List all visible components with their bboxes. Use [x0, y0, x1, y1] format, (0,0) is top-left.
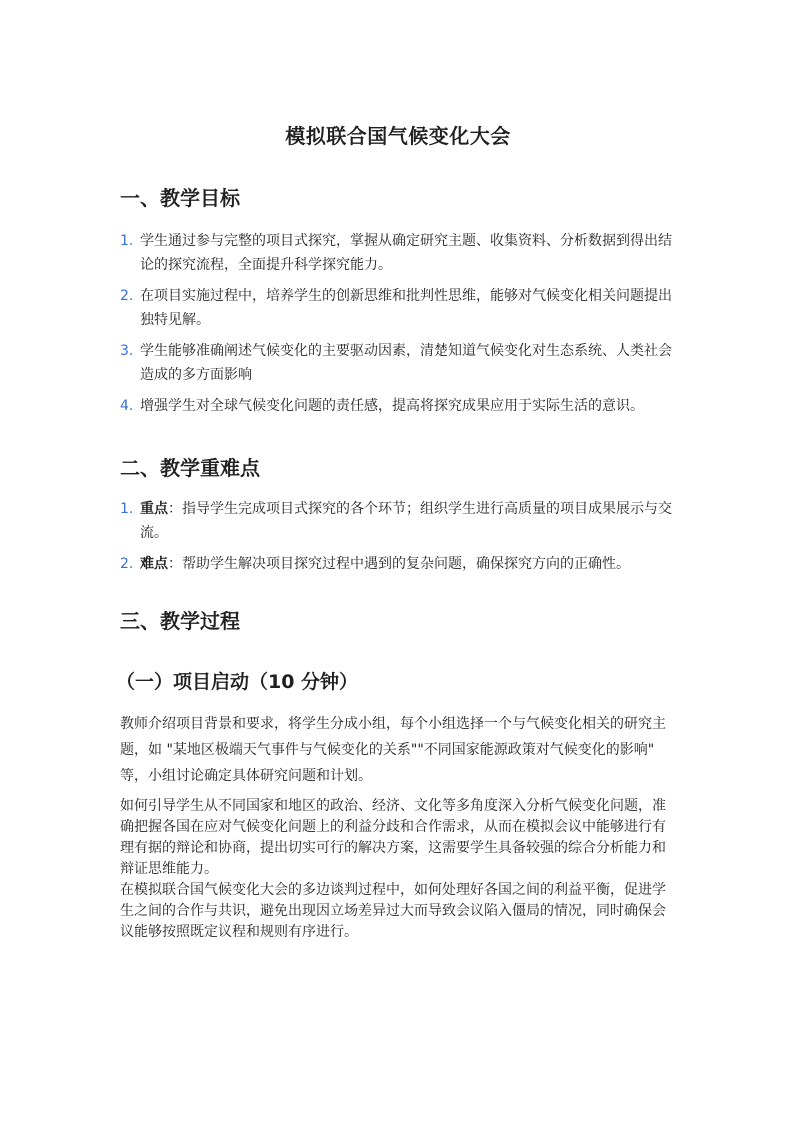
list-item-text: 学生通过参与完整的项目式探究，掌握从确定研究主题、收集资料、分析数据到得出结论的探究流程，全面提升科学探究能力。 — [140, 233, 672, 273]
subsection-heading-launch: （一）项目启动（10 分钟） — [116, 671, 359, 693]
item-label: 难点 — [140, 556, 168, 572]
list-item — [120, 339, 676, 387]
paragraph-difficulty-1: 如何引导学生从不同国家和地区的政治、经济、文化等多角度深入分析气候变化问题，准确把握各国在应对气候变化问题上的利益分歧和合作需求，从而在模拟会议中能够进行有理有据的辩论和协商，提出切实可行的解决方案，这需要学生具备较强的综合分析能力和辩证思维能力。 — [120, 798, 666, 877]
paragraph-intro: 教师介绍项目背景和要求，将学生分成小组，每个小组选择一个与气候变化相关的研究主题，如 "某地区极端天气事件与气候变化的关系""不同国家能源政策对气候变化的影响" 等，小组讨论确定具体研究问题和计划。 — [120, 716, 666, 784]
document-title: 模拟联合国气候变化大会 — [285, 124, 511, 148]
list-number: 4. — [120, 398, 134, 414]
section-heading-objectives: 一、教学目标 — [120, 186, 240, 210]
list-item — [120, 394, 676, 418]
list-item-text: 增强学生对全球气候变化问题的责任感，提高将探究成果应用于实际生活的意识。 — [140, 398, 644, 414]
section-heading-key-points: 二、教学重难点 — [120, 456, 260, 480]
list-item — [120, 552, 676, 576]
paragraph-block — [120, 796, 676, 943]
list-item — [120, 229, 676, 277]
label-separator: ： — [168, 501, 182, 517]
list-item — [120, 497, 676, 545]
list-item-text: 学生能够准确阐述气候变化的主要驱动因素，清楚知道气候变化对生态系统、人类社会造成的多方面影响 — [140, 343, 672, 383]
objectives-list — [120, 229, 676, 425]
list-item-text: 指导学生完成项目式探究的各个环节；组织学生进行高质量的项目成果展示与交流。 — [140, 501, 672, 541]
list-number: 2. — [120, 288, 134, 304]
item-label: 重点 — [140, 501, 168, 517]
list-number: 1. — [120, 501, 134, 517]
list-number: 3. — [120, 343, 134, 359]
key-points-list — [120, 497, 676, 583]
list-item-text: 帮助学生解决项目探究过程中遇到的复杂问题，确保探究方向的正确性。 — [182, 556, 630, 572]
list-item-text: 在项目实施过程中，培养学生的创新思维和批判性思维，能够对气候变化相关问题提出独特见解。 — [140, 288, 672, 328]
list-item — [120, 284, 676, 332]
label-separator: ： — [168, 556, 182, 572]
section-heading-process: 三、教学过程 — [120, 609, 240, 633]
paragraph-difficulty-2: 在模拟联合国气候变化大会的多边谈判过程中，如何处理好各国之间的利益平衡，促进学生之间的合作与共识，避免出现因立场差异过大而导致会议陷入僵局的情况，同时确保会议能够按照既定议程和规则有序进行。 — [120, 882, 666, 940]
list-number: 2. — [120, 556, 134, 572]
list-number: 1. — [120, 233, 134, 249]
